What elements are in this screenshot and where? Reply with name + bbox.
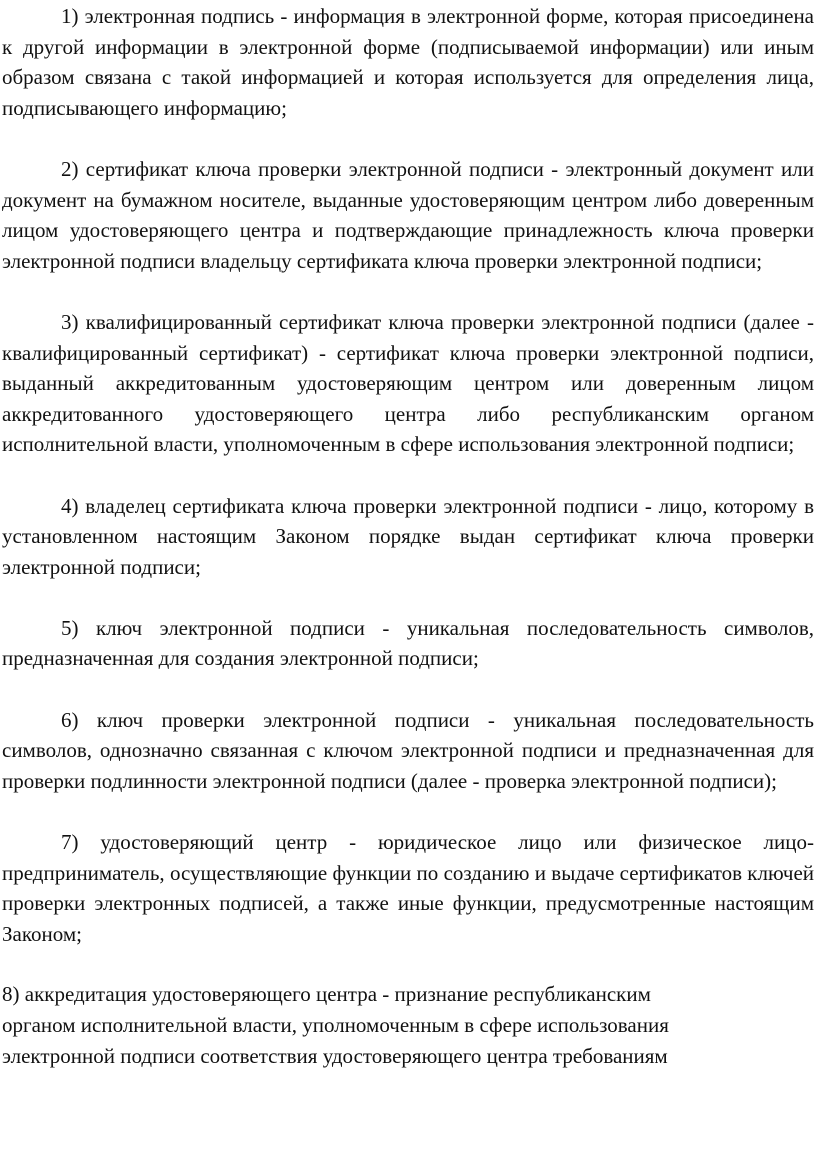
paragraph-7-certification-center: 7) удостоверяющий центр - юридическое лицо или физическое лицо-предприниматель, осуществляющие функции по созданию и выдаче сертификатов ключей проверки электронных подписей, а также иные функции, предусмотренные настоящим Законом; xyxy=(2,830,814,946)
paragraph-4-certificate-owner: 4) владелец сертификата ключа проверки электронной подписи - лицо, которому в установленном настоящим Законом порядке выдан сертификат ключа проверки электронной подписи; xyxy=(2,493,814,579)
paragraph-8-line-3: электронной подписи соответствия удостоверяющего центра требованиям xyxy=(2,1043,668,1068)
paragraph-6-verification-key: 6) ключ проверки электронной подписи - уникальная последовательность символов, однозначно связанная с ключом электронной подписи и предназначенная для проверки подлинности электронной подписи (далее - проверка электронной подписи); xyxy=(2,707,814,793)
paragraph-8-accreditation xyxy=(0,979,816,1071)
paragraph-5-signature-key: 5) ключ электронной подписи - уникальная последовательность символов, предназначенная для создания электронной подписи; xyxy=(2,615,814,671)
paragraph-8-line-1: 8) аккредитация удостоверяющего центра - признание республиканским xyxy=(2,982,651,1007)
paragraph-1-electronic-signature: 1) электронная подпись - информация в электронной форме, которая присоединена к другой информации в электронной форме (подписываемой информации) или иным образом связана с такой информацией и которая используется для определения лица, подписывающего информацию; xyxy=(2,4,814,120)
paragraph-8-line-2: органом исполнительной власти, уполномоченным в сфере использования xyxy=(2,1013,669,1037)
paragraph-2-verification-key-certificate: 2) сертификат ключа проверки электронной подписи - электронный документ или документ на бумажном носителе, выданные удостоверяющим центром либо доверенным лицом удостоверяющего центра и подтверждающие принадлежность ключа проверки электронной подписи владельцу сертификата ключа проверки электронной подписи; xyxy=(2,156,814,273)
paragraph-3-qualified-certificate: 3) квалифицированный сертификат ключа проверки электронной подписи (далее - квалифицированный сертификат) - сертификат ключа проверки электронной подписи, выданный аккредитованным удостоверяющим центром или доверенным лицом аккредитованного удостоверяющего центра либо республиканским органом исполнительной власти, уполномоченным в сфере использования электронной подписи; xyxy=(2,309,814,457)
